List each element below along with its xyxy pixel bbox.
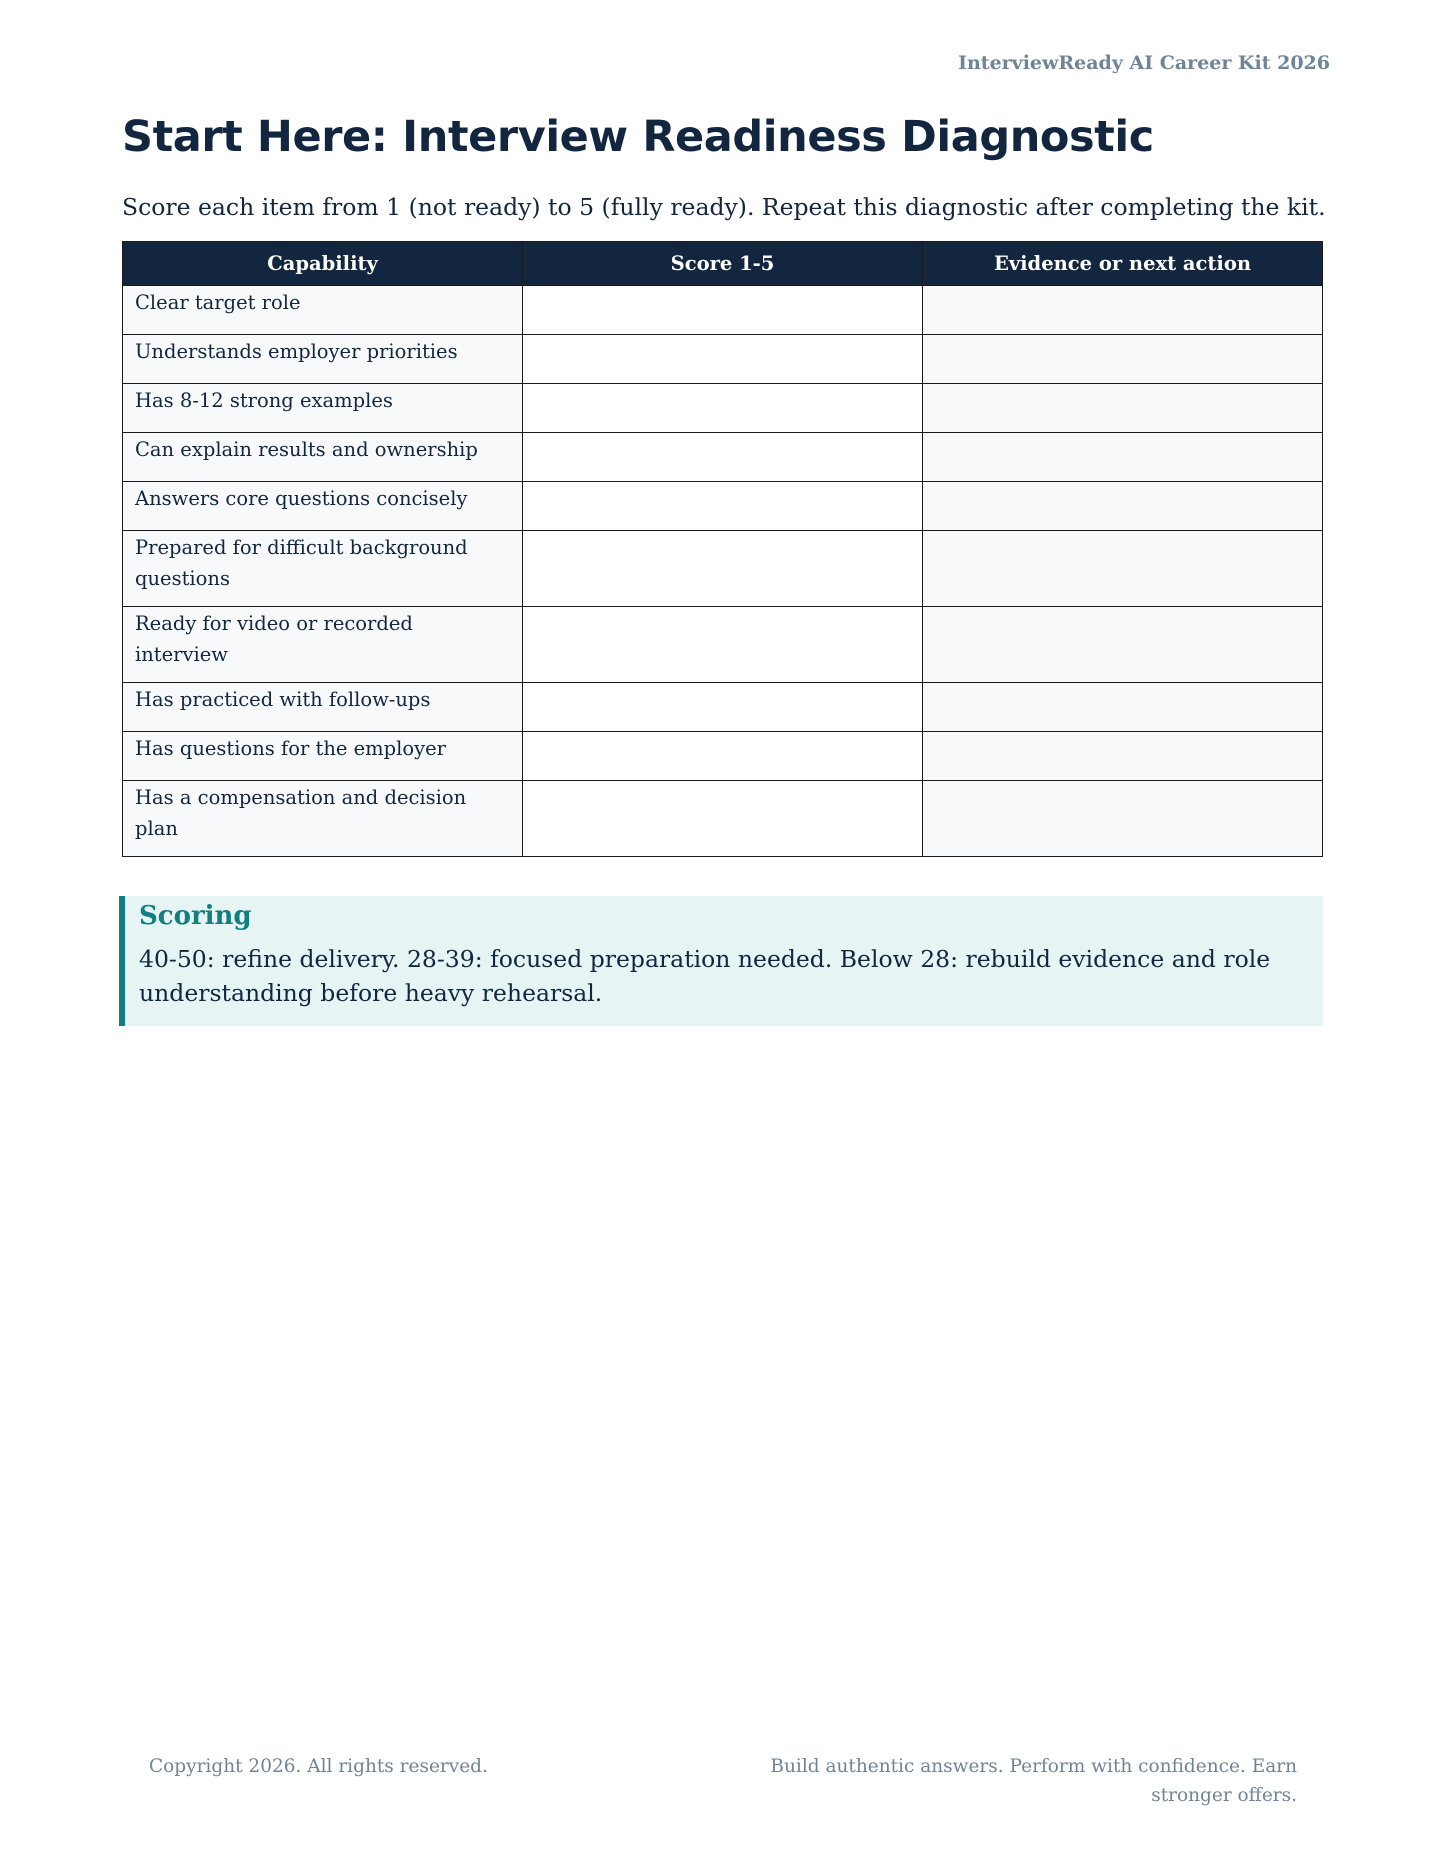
evidence-cell[interactable] bbox=[923, 384, 1323, 433]
table-row bbox=[123, 433, 1323, 482]
score-cell[interactable] bbox=[523, 482, 923, 531]
footer-copyright: Copyright 2026. All rights reserved. bbox=[149, 1756, 488, 1777]
score-cell[interactable] bbox=[523, 607, 923, 683]
capability-cell: Can explain results and ownership bbox=[123, 433, 523, 482]
evidence-cell[interactable] bbox=[923, 607, 1323, 683]
running-header: InterviewReady AI Career Kit 2026 bbox=[958, 52, 1330, 74]
scoring-body: 40-50: refine delivery. 28-39: focused preparation needed. Below 28: rebuild evidence and role understanding before heavy rehearsal. bbox=[139, 945, 1271, 1007]
table-row bbox=[123, 384, 1323, 433]
column-header-score: Score 1-5 bbox=[523, 242, 923, 286]
score-cell[interactable] bbox=[523, 433, 923, 482]
evidence-cell[interactable] bbox=[923, 482, 1323, 531]
score-cell[interactable] bbox=[523, 286, 923, 335]
table-row bbox=[123, 286, 1323, 335]
table-row bbox=[123, 531, 1323, 607]
evidence-cell[interactable] bbox=[923, 335, 1323, 384]
score-cell[interactable] bbox=[523, 384, 923, 433]
capability-cell: Has questions for the employer bbox=[123, 732, 523, 781]
evidence-cell[interactable] bbox=[923, 732, 1323, 781]
evidence-cell[interactable] bbox=[923, 781, 1323, 857]
capability-cell: Ready for video or recorded interview bbox=[123, 607, 523, 683]
table-row bbox=[123, 482, 1323, 531]
capability-cell: Answers core questions concisely bbox=[123, 482, 523, 531]
table-row bbox=[123, 335, 1323, 384]
table-row bbox=[123, 683, 1323, 732]
scoring-callout bbox=[119, 896, 1323, 1026]
capability-cell: Understands employer priorities bbox=[123, 335, 523, 384]
evidence-cell[interactable] bbox=[923, 286, 1323, 335]
score-cell[interactable] bbox=[523, 732, 923, 781]
table-row bbox=[123, 781, 1323, 857]
diagnostic-table bbox=[122, 241, 1323, 857]
evidence-cell[interactable] bbox=[923, 531, 1323, 607]
column-header-evidence: Evidence or next action bbox=[923, 242, 1323, 286]
intro-text: Score each item from 1 (not ready) to 5 (fully ready). Repeat this diagnostic after completing the kit. bbox=[122, 193, 1326, 221]
page-title: Start Here: Interview Readiness Diagnostic bbox=[122, 112, 1154, 162]
column-header-capability: Capability bbox=[123, 242, 523, 286]
table-row bbox=[123, 732, 1323, 781]
capability-cell: Has a compensation and decision plan bbox=[123, 781, 523, 857]
capability-cell: Prepared for difficult background questions bbox=[123, 531, 523, 607]
capability-cell: Clear target role bbox=[123, 286, 523, 335]
evidence-cell[interactable] bbox=[923, 433, 1323, 482]
score-cell[interactable] bbox=[523, 335, 923, 384]
score-cell[interactable] bbox=[523, 781, 923, 857]
score-cell[interactable] bbox=[523, 683, 923, 732]
capability-cell: Has practiced with follow-ups bbox=[123, 683, 523, 732]
evidence-cell[interactable] bbox=[923, 683, 1323, 732]
score-cell[interactable] bbox=[523, 531, 923, 607]
capability-cell: Has 8-12 strong examples bbox=[123, 384, 523, 433]
table-header-row bbox=[123, 242, 1323, 286]
scoring-title: Scoring bbox=[139, 901, 252, 931]
footer-tagline: Build authentic answers. Perform with confidence. Earn stronger offers. bbox=[770, 1756, 1297, 1806]
table-row bbox=[123, 607, 1323, 683]
